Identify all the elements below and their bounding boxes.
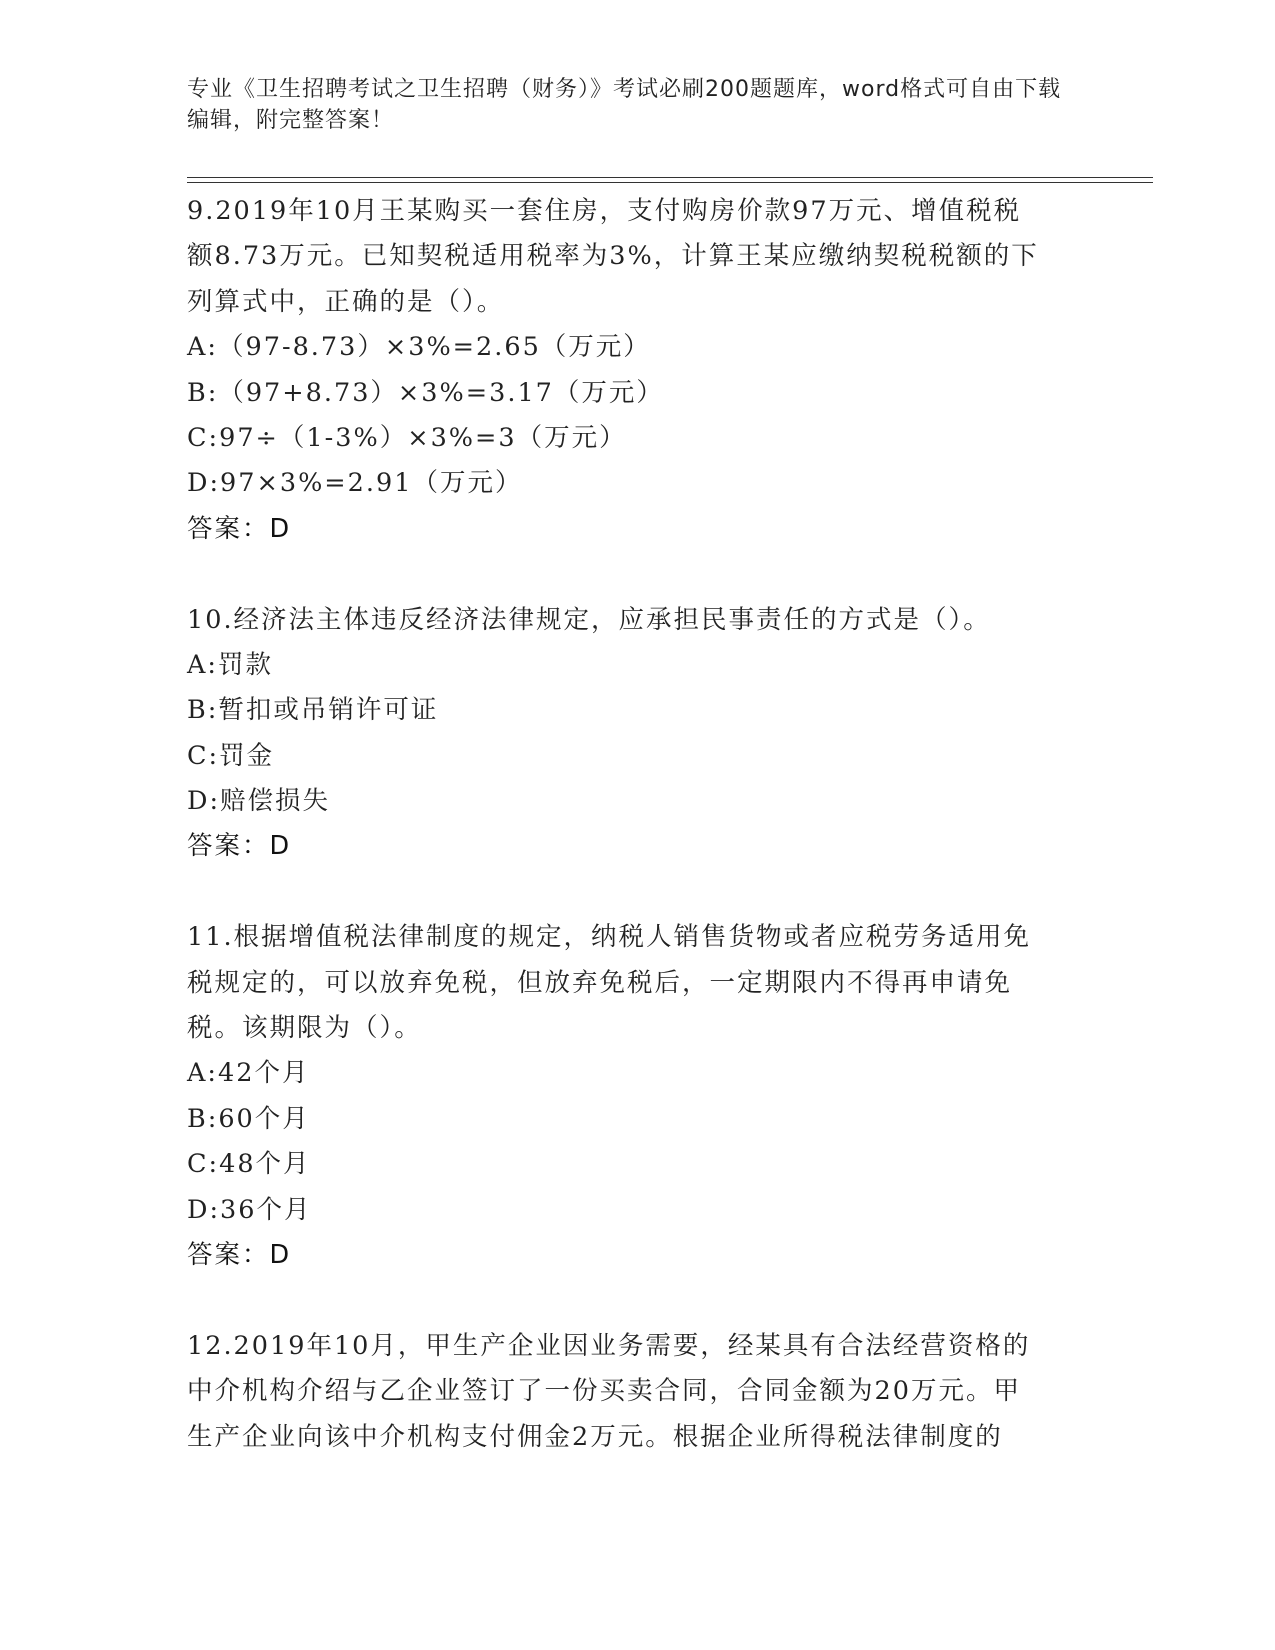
spacer: [187, 552, 1087, 597]
header-rule-top: [187, 177, 1153, 178]
question-10: [187, 598, 1087, 870]
option-a: A:罚款: [187, 649, 274, 680]
option-c: C:48个月: [187, 1149, 311, 1180]
question-stem-line: 11.根据增值税法律制度的规定，纳税人销售货物或者应税劳务适用免: [187, 922, 1032, 953]
spacer: [187, 870, 1087, 915]
question-12: [187, 1324, 1087, 1460]
question-stem-line: 税。该期限为（）。: [187, 1013, 422, 1044]
option-c: C:97÷（1-3%）×3%=3（万元）: [187, 422, 627, 453]
question-stem-line: 9.2019年10月王某购买一套住房，支付购房价款97万元、增值税税: [187, 196, 1022, 226]
option-d: D:97×3%=2.91（万元）: [187, 468, 523, 499]
header-rule-bottom: [187, 182, 1153, 183]
question-stem-line: 12.2019年10月，甲生产企业因业务需要，经某具有合法经营资格的: [187, 1330, 1031, 1361]
option-b: B:60个月: [187, 1103, 310, 1134]
option-a: A:42个月: [187, 1058, 310, 1089]
option-d: D:赔偿损失: [187, 786, 331, 817]
question-stem-line: 税规定的，可以放弃免税，但放弃免税后，一定期限内不得再申请免: [187, 967, 1013, 998]
option-a: A:（97-8.73）×3%=2.65（万元）: [187, 332, 651, 363]
question-stem-line: 中介机构介绍与乙企业签订了一份买卖合同，合同金额为20万元。甲: [187, 1376, 1021, 1407]
question-stem-line: 额8.73万元。已知契税适用税率为3%，计算王某应缴纳契税税额的下: [187, 241, 1039, 272]
option-b: B:暂扣或吊销许可证: [187, 695, 439, 726]
option-d: D:36个月: [187, 1194, 312, 1225]
answer-line: 答案：D: [187, 831, 292, 862]
answer-line: 答案：D: [187, 513, 292, 544]
spacer: [187, 1278, 1087, 1323]
document-header: [187, 74, 1067, 136]
question-stem-line: 列算式中，正确的是（）。: [187, 286, 505, 317]
option-c: C:罚金: [187, 740, 275, 771]
question-11: [187, 915, 1087, 1278]
question-stem-line: 10.经济法主体违反经济法律规定，应承担民事责任的方式是（）。: [187, 604, 991, 635]
option-b: B:（97+8.73）×3%=3.17（万元）: [187, 377, 664, 408]
question-stem-line: 生产企业向该中介机构支付佣金2万元。根据企业所得税法律制度的: [187, 1421, 1003, 1452]
answer-line: 答案：D: [187, 1239, 292, 1270]
question-list: [187, 189, 1087, 1460]
question-9: [187, 189, 1087, 552]
header-text: 专业《卫生招聘考试之卫生招聘（财务）》考试必刷200题题库，word格式可自由下载编辑，附完整答案！: [187, 77, 1062, 133]
